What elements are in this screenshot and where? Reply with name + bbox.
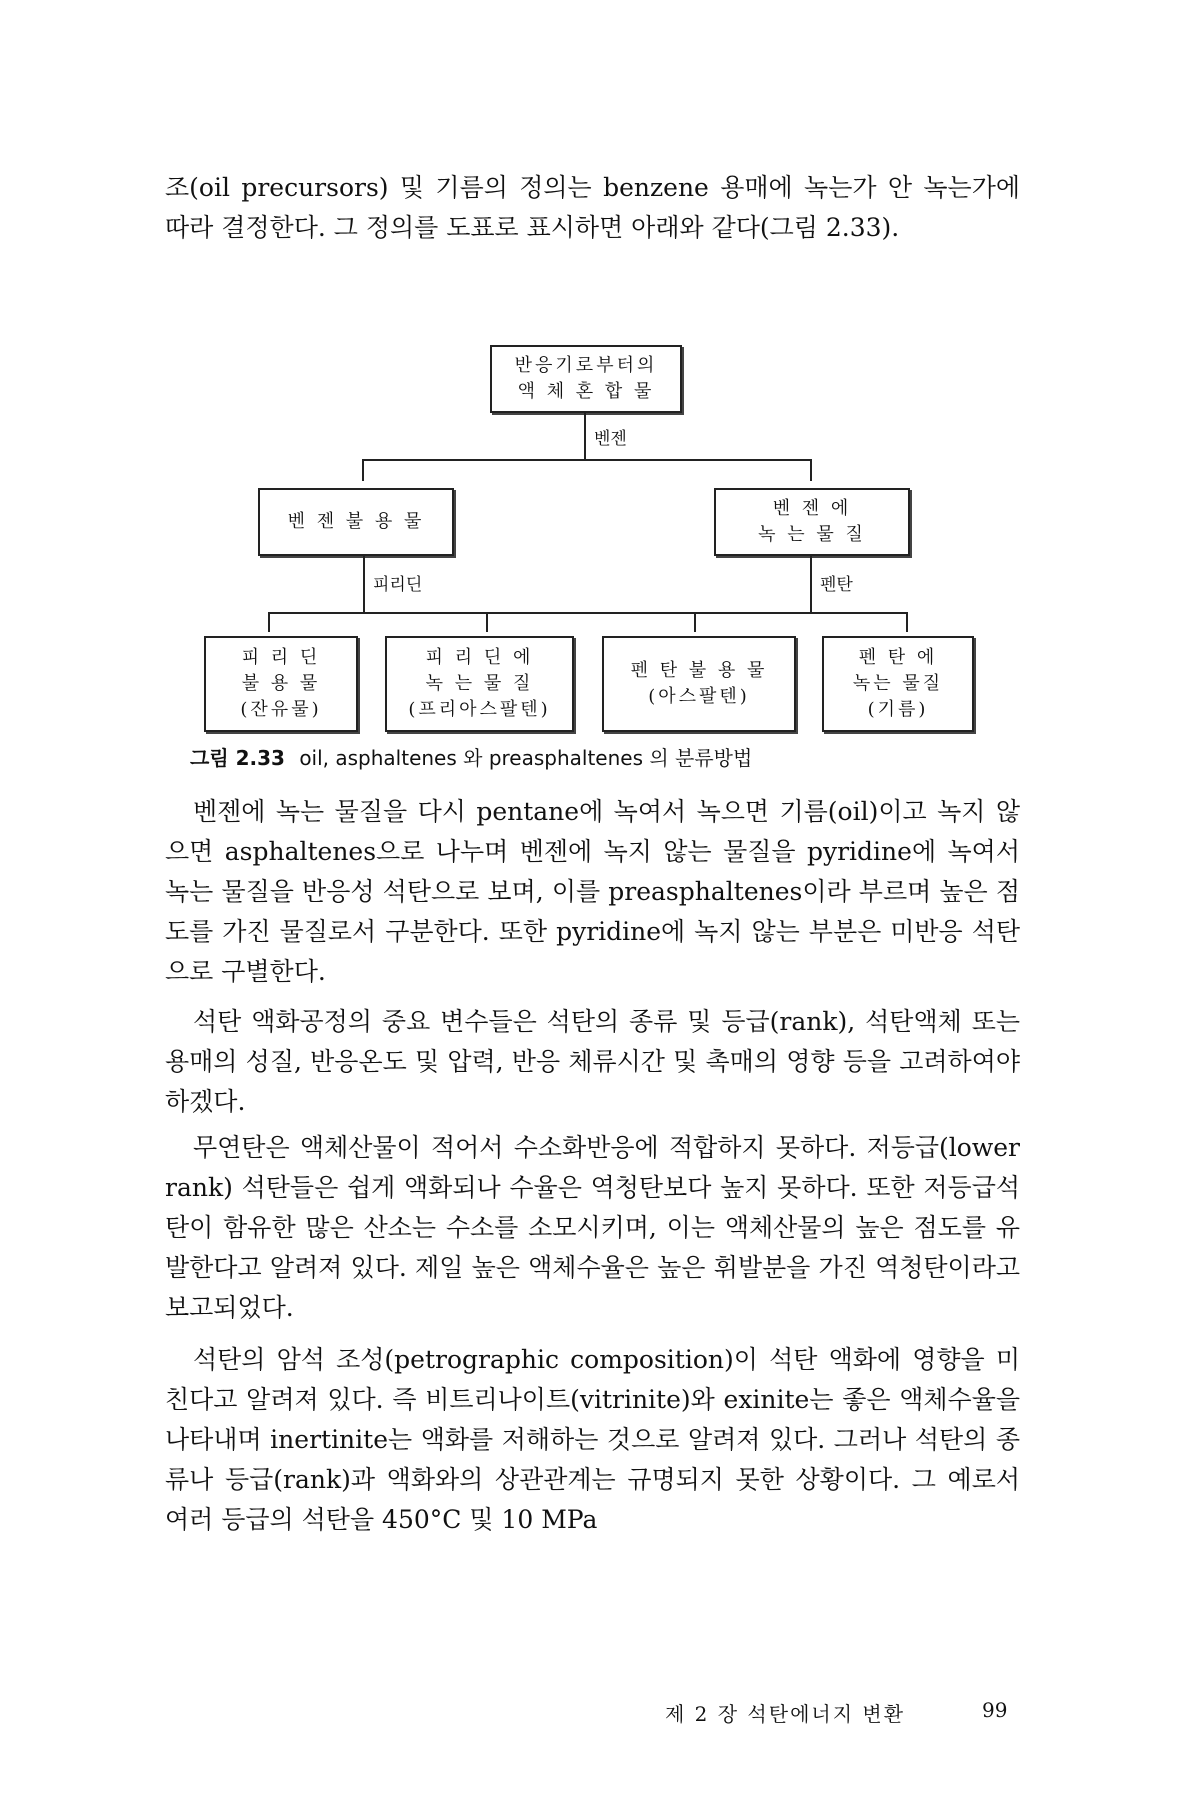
- body-paragraph: 무연탄은 액체산물이 적어서 수소화반응에 적합하지 못하다. 저등급(lower rank) 석탄들은 쉽게 액화되나 수율은 역청탄보다 높지 못하다. 또한 저등급석탄이 함유한 많은 산소는 수소를 소모시키며, 이는 액체산물의 높은 점도를 유발한다고 알려져 있다. 제일 높은 액체수율은 높은 휘발분을 가진 역청탄이라고 보고되었다.: [165, 1133, 1020, 1322]
- page-number: 99: [982, 1698, 1008, 1722]
- connector: [362, 459, 812, 461]
- pentane-insoluble-box: 펜 탄 불 용 물 (아스팔텐): [602, 636, 796, 732]
- connector: [362, 459, 364, 481]
- pyridine-soluble-box: 피 리 딘 에 녹 는 물 질 (프리아스팔텐): [385, 636, 574, 732]
- connector: [906, 612, 908, 632]
- connector: [486, 612, 488, 632]
- body-paragraph: 석탄의 암석 조성(petrographic composition)이 석탄 액화에 영향을 미친다고 알려져 있다. 즉 비트리나이트(vitrinite)와 exinite는 좋은 액체수율을 나타내며 inertinite는 액화를 저해하는 것으로 알려져 있다. 그러나 석탄의 종류나 등급(rank)과 액화와의 상관관계는 규명되지 못한 상황이다. 그 예로서 여러 등급의 석탄을 450°C 및 10 MPa: [165, 1345, 1020, 1534]
- pyridine-insoluble-box: 피 리 딘 불 용 물 (잔유물): [204, 636, 358, 732]
- diagram-root-box: 반응기로부터의 액 체 혼 합 물: [490, 345, 682, 413]
- body-paragraph: 벤젠에 녹는 물질을 다시 pentane에 녹여서 녹으면 기름(oil)이고 녹지 않으면 asphaltenes으로 나누며 벤젠에 녹지 않는 물질을 pyridine에 녹여서 녹는 물질을 반응성 석탄으로 보며, 이를 preasphaltenes이라 부르며 높은 점도를 가진 물질로서 구분한다. 또한 pyridine에 녹지 않는 부분은 미반응 석탄으로 구별한다.: [165, 797, 1020, 986]
- connector: [584, 411, 586, 459]
- benzene-insoluble-box: 벤 젠 불 용 물: [258, 488, 454, 556]
- solvent-label-pyridine: 피리딘: [373, 575, 423, 595]
- figure-label: 그림 2.33: [190, 746, 285, 770]
- benzene-soluble-box: 벤 젠 에 녹 는 물 질: [714, 488, 910, 556]
- connector: [268, 612, 270, 632]
- solvent-label-pentane: 펜탄: [820, 575, 853, 595]
- connector: [363, 554, 365, 612]
- connector: [694, 612, 696, 632]
- running-footer: 제 2 장 석탄에너지 변환: [665, 1702, 906, 1726]
- connector: [810, 554, 812, 612]
- body-paragraph: 석탄 액화공정의 중요 변수들은 석탄의 종류 및 등급(rank), 석탄액체 또는 용매의 성질, 반응온도 및 압력, 반응 체류시간 및 촉매의 영향 등을 고려하여야 하겠다.: [165, 1007, 1020, 1116]
- pentane-soluble-box: 펜 탄 에 녹는 물질 (기름): [822, 636, 974, 732]
- connector: [268, 612, 908, 614]
- figure-caption: [190, 742, 752, 771]
- intro-paragraph: 조(oil precursors) 및 기름의 정의는 benzene 용매에 녹는가 안 녹는가에 따라 결정한다. 그 정의를 도표로 표시하면 아래와 같다(그림 2.33).: [165, 173, 1020, 242]
- solvent-label-benzene: 벤젠: [594, 429, 627, 449]
- connector: [810, 459, 812, 481]
- figure-caption-text: oil, asphaltenes 와 preasphaltenes 의 분류방법: [299, 746, 753, 770]
